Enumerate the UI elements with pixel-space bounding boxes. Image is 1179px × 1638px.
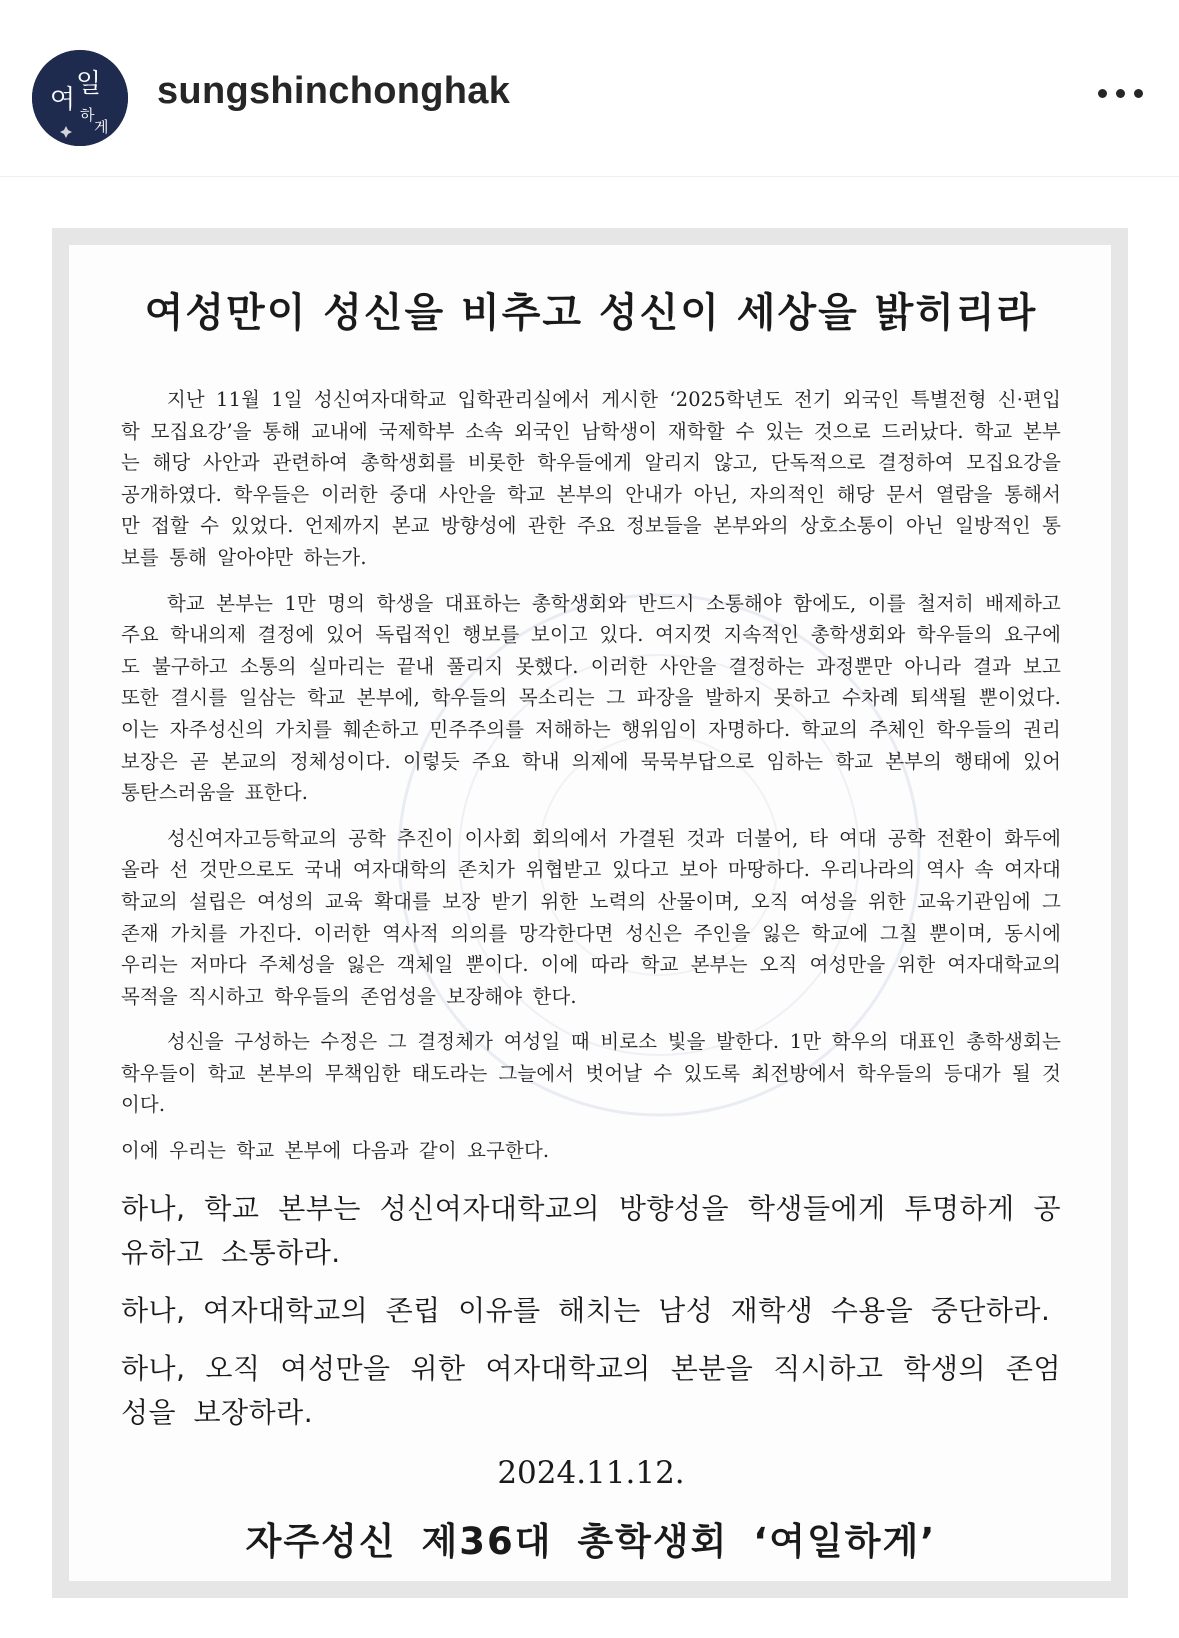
request-line: 이에 우리는 학교 본부에 다음과 같이 요구한다. xyxy=(121,1139,550,1163)
document-body xyxy=(121,384,1061,1167)
paragraph-3: 성신여자고등학교의 공학 추진이 이사회 회의에서 가결된 것과 더불어, 타 여대 공학 전환이 화두에 올라 선 것만으로도 국내 여자대학의 존치가 위협받고 있다고 보아 마땅하다. 우리나라의 역사 속 여자대학교의 설립은 여성의 교육 확대를 보장 받기 위한 노력의 산물이며, 오직 여성을 위한 교육기관임에 그 존재 가치를 가진다. 이러한 역사적 의의를 망각한다면 성신은 주인을 잃은 학교에 그칠 뿐이며, 동시에 우리는 저마다 주체성을 잃은 객체일 뿐이다. 이에 따라 학교 본부는 오직 여성만을 위한 여자대학교의 목적을 직시하고 학우들의 존엄성을 보장해야 한다. xyxy=(121,826,1061,1008)
avatar-char-3: 하 xyxy=(80,106,95,124)
avatar-char-2: 일 xyxy=(76,69,102,99)
avatar-char-4: 게 xyxy=(94,118,109,136)
post-image[interactable] xyxy=(52,228,1128,1598)
demand-item: 하나, 학교 본부는 성신여자대학교의 방향성을 학생들에게 투명하게 공유하고 소통하라. xyxy=(121,1191,1061,1269)
paragraph-1: 지난 11월 1일 성신여자대학교 입학관리실에서 게시한 ‘2025학년도 전기 외국인 특별전형 신·편입학 모집요강’을 통해 교내에 국제학부 소속 외국인 남학생이 재학할 수 있는 것으로 드러났다. 학교 본부는 해당 사안과 관련하여 총학생회를 비롯한 학우들에게 알리지 않고, 단독적으로 결정하여 모집요강을 공개하였다. 학우들은 이러한 중대 사안을 학교 본부의 안내가 아닌, 자의적인 해당 문서 열람을 통해서만 접할 수 있었다. 언제까지 본교 방향성에 관한 주요 정보들을 본부와의 상호소통이 아닌 일방적인 통보를 통해 알아야만 하는가. xyxy=(121,388,1061,569)
demand-item: 하나, 오직 여성만을 위한 여자대학교의 본분을 직시하고 학생의 존엄성을 보장하라. xyxy=(121,1351,1061,1429)
paragraph-2: 학교 본부는 1만 명의 학생을 대표하는 총학생회와 반드시 소통해야 함에도, 이를 철저히 배제하고 주요 학내의제 결정에 있어 독립적인 행보를 보이고 있다. 여지껏 지속적인 총학생회와 학우들의 요구에도 불구하고 소통의 실마리는 끝내 풀리지 못했다. 이러한 사안을 결정하는 과정뿐만 아니라 결과 보고 또한 결시를 일삼는 학교 본부에, 학우들의 목소리는 그 파장을 발하지 못하고 수차례 퇴색될 뿐이었다. 이는 자주성신의 가치를 훼손하고 민주주의를 저해하는 행위임이 자명하다. 학교의 주체인 학우들의 권리 보장은 곧 본교의 정체성이다. 이렇듯 주요 학내 의제에 묵묵부답으로 임하는 학교 본부의 행태에 있어 통탄스러움을 표한다. xyxy=(121,591,1061,805)
avatar-char-1: 여 xyxy=(50,85,76,115)
avatar[interactable] xyxy=(32,50,128,146)
avatar-logo xyxy=(32,50,128,146)
demand-item: 하나, 여자대학교의 존립 이유를 해치는 남성 재학생 수용을 중단하라. xyxy=(121,1293,1051,1327)
document-title: 여성만이 성신을 비추고 성신이 세상을 밝히리라 xyxy=(144,290,1038,336)
document-date: 2024.11.12. xyxy=(497,1454,685,1491)
demands-list xyxy=(121,1187,1061,1435)
paragraph-4: 성신을 구성하는 수정은 그 결정체가 여성일 때 비로소 빛을 발한다. 1만 학우의 대표인 총학생회는 학우들이 학교 본부의 무책임한 태도라는 그늘에서 벗어날 수 있도록 최전방에서 학우들의 등대가 될 것이다. xyxy=(121,1030,1061,1117)
more-horizontal-icon[interactable] xyxy=(1080,78,1160,108)
statement-document xyxy=(69,245,1111,1581)
post-header xyxy=(0,0,1179,177)
username[interactable]: sungshinchonghak xyxy=(157,70,511,112)
signature: 자주성신 제36대 총학생회 ‘여일하게’ xyxy=(245,1519,937,1563)
